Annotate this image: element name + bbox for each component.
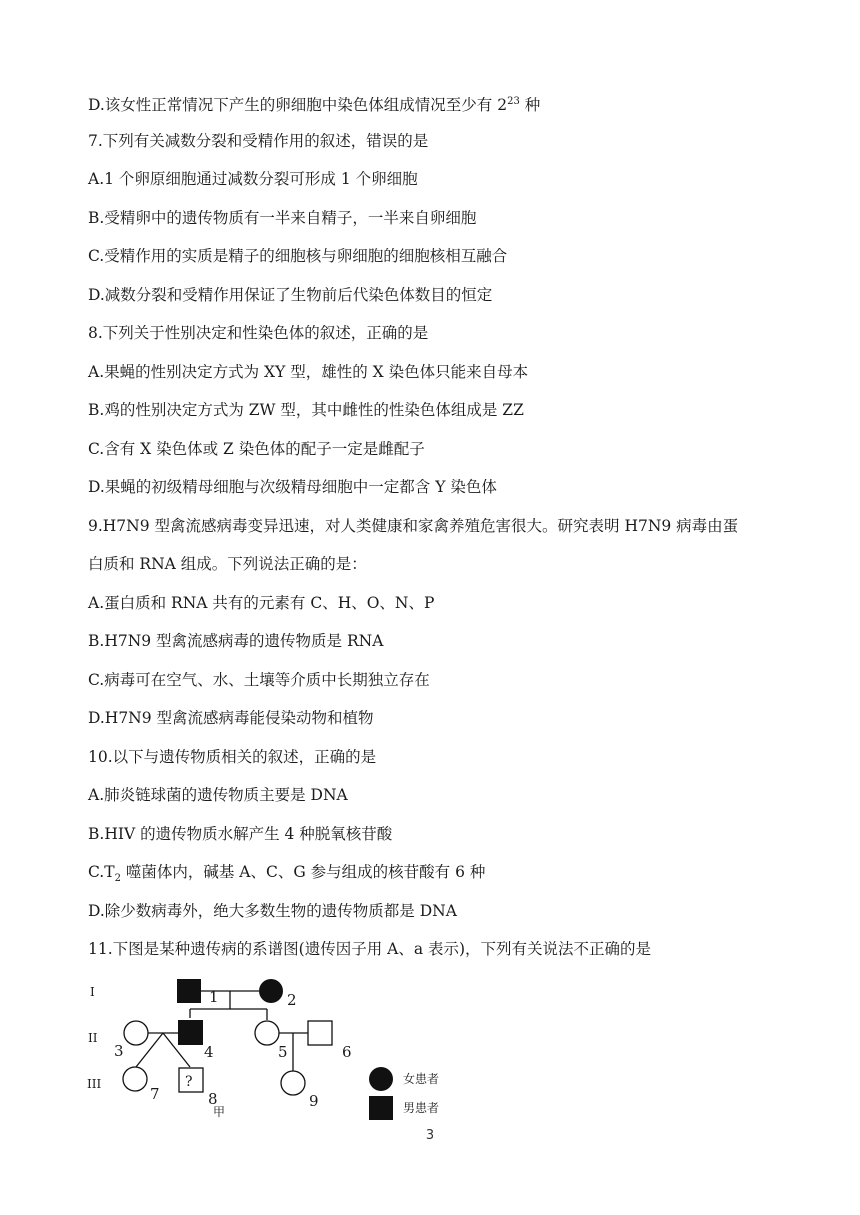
individual-label-5: 5 <box>278 1043 288 1061</box>
legend-male-affected-label: 男患者 <box>403 1101 440 1115</box>
option-line: D.该女性正常情况下产生的卵细胞中染色体组成情况至少有 $2^{23}$ 种 <box>88 96 541 115</box>
individual-7-normal-female <box>123 1067 147 1091</box>
page-number: 3 <box>425 1128 435 1143</box>
question-7: 7.下列有关减数分裂和受精作用的叙述，错误的是 <box>88 132 429 150</box>
option-line: A.1 个卵原细胞通过减数分裂可形成 1 个卵细胞 <box>88 170 418 188</box>
generation-label-1: I <box>90 985 95 999</box>
individual-label-4: 4 <box>204 1043 214 1061</box>
individual-label-2: 2 <box>287 991 297 1009</box>
individual-4-affected-male <box>178 1020 203 1045</box>
option-line: C.病毒可在空气、水、土壤等介质中长期独立存在 <box>88 671 430 689</box>
option-line: D.果蝇的初级精母细胞与次级精母细胞中一定都含 Y 染色体 <box>88 478 497 496</box>
option-line: A.蛋白质和 RNA 共有的元素有 C、H、O、N、P <box>88 594 435 612</box>
question-9: 9.H7N9 型禽流感病毒变异迅速，对人类健康和家禽养殖危害很大。研究表明 H7N9 病毒由蛋 <box>88 517 739 535</box>
question-8: 8.下列关于性别决定和性染色体的叙述，正确的是 <box>88 324 429 342</box>
figure-caption: 甲 <box>213 1105 226 1119</box>
individual-label-3: 3 <box>114 1042 124 1060</box>
question-11: 11.下图是某种遗传病的系谱图(遗传因子用 A、a 表示)，下列有关说法不正确的是 <box>88 940 652 958</box>
option-line: B.H7N9 型禽流感病毒的遗传物质是 RNA <box>88 632 384 650</box>
legend-female-affected-label: 女患者 <box>403 1072 440 1086</box>
option-line: D.H7N9 型禽流感病毒能侵染动物和植物 <box>88 709 374 727</box>
individual-5-normal-female <box>255 1021 279 1045</box>
option-line: C.受精作用的实质是精子的细胞核与卵细胞的细胞核相互融合 <box>88 247 508 265</box>
generation-label-3: III <box>87 1077 102 1091</box>
pedigree-diagram <box>80 970 480 1130</box>
question-9-cont: 白质和 RNA 组成。下列说法正确的是： <box>88 555 367 573</box>
option-line: $C.T_2$ 噬菌体内，碱基 A、C、G 参与组成的核苷酸有 6 种 <box>88 863 486 885</box>
individual-6-normal-male <box>308 1021 332 1045</box>
individual-label-6: 6 <box>342 1043 352 1061</box>
individual-9-normal-female <box>281 1071 305 1095</box>
option-line: B.受精卵中的遗传物质有一半来自精子，一半来自卵细胞 <box>88 209 477 227</box>
unknown-mark: ? <box>185 1074 193 1090</box>
individual-label-1: 1 <box>209 988 219 1006</box>
individual-label-7: 7 <box>150 1085 160 1103</box>
option-line: D.除少数病毒外，绝大多数生物的遗传物质都是 DNA <box>88 902 457 920</box>
individual-label-9: 9 <box>309 1092 319 1110</box>
individual-label-8: 8 <box>208 1090 218 1108</box>
generation-label-2: II <box>88 1031 98 1045</box>
option-line: D.减数分裂和受精作用保证了生物前后代染色体数目的恒定 <box>88 286 493 304</box>
option-line: A.果蝇的性别决定方式为 XY 型，雄性的 X 染色体只能来自母本 <box>88 363 529 381</box>
individual-2-affected-female <box>259 979 283 1003</box>
question-10: 10.以下与遗传物质相关的叙述，正确的是 <box>88 748 377 766</box>
legend-female-affected-symbol <box>369 1067 393 1091</box>
option-line: B.HIV 的遗传物质水解产生 4 种脱氧核苷酸 <box>88 825 393 843</box>
individual-3-normal-female <box>124 1021 148 1045</box>
option-line: A.肺炎链球菌的遗传物质主要是 DNA <box>88 786 348 804</box>
individual-1-affected-male <box>177 979 201 1003</box>
legend-male-affected-symbol <box>369 1096 393 1120</box>
option-line: C.含有 X 染色体或 Z 染色体的配子一定是雌配子 <box>88 440 425 458</box>
option-line: B.鸡的性别决定方式为 ZW 型，其中雌性的性染色体组成是 ZZ <box>88 401 524 419</box>
